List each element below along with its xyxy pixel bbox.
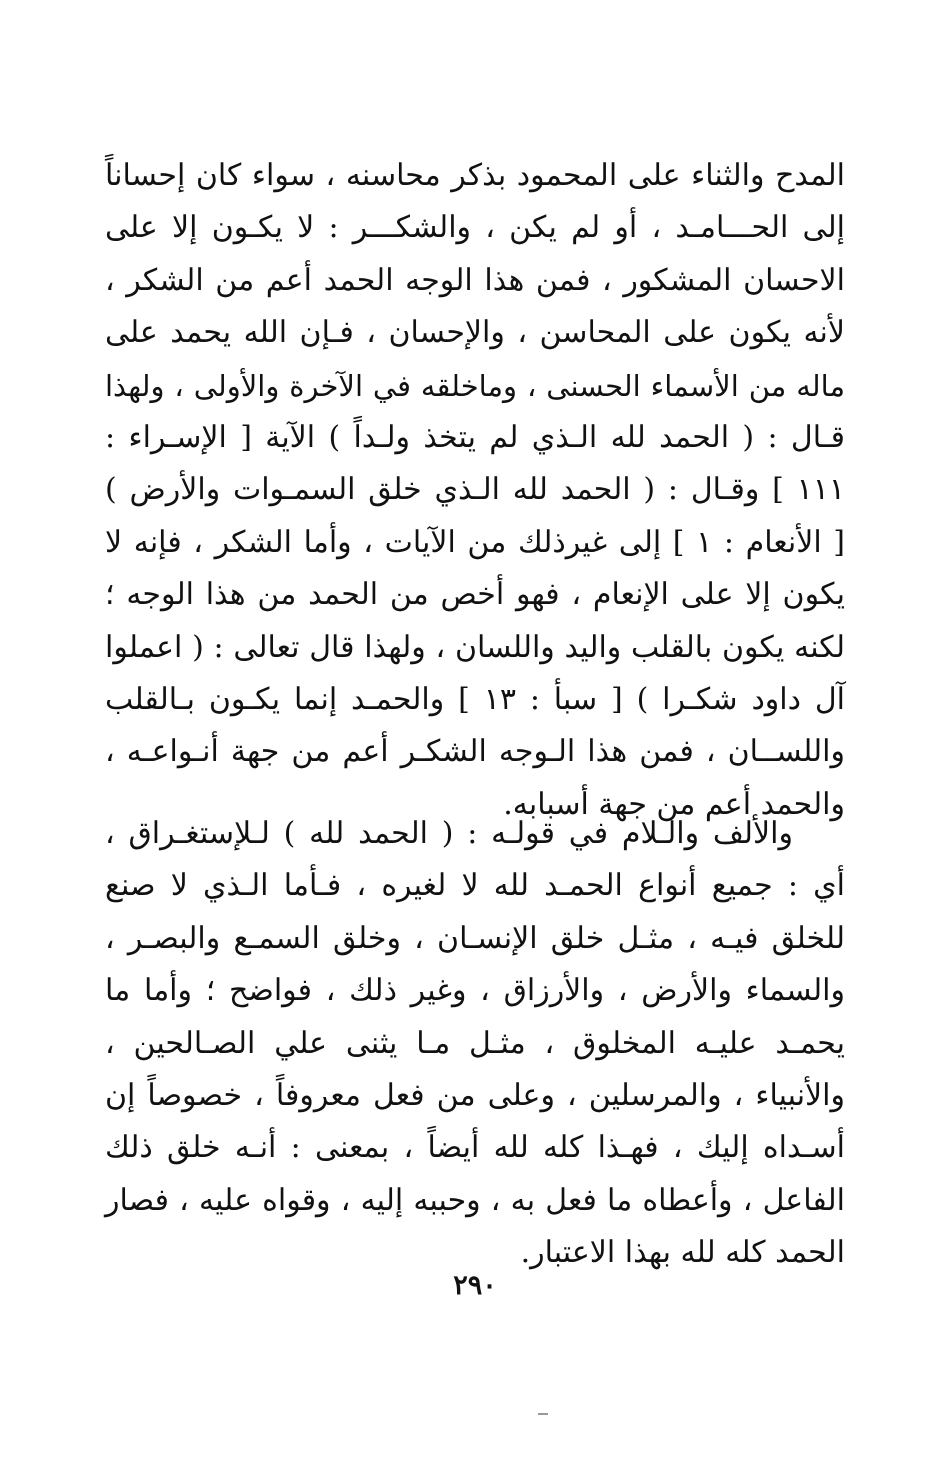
- paragraph-1: [105, 150, 845, 831]
- text-line: والسماء والأرض ، والأرزاق ، وغير ذلك ، فواضح ؛ وأما ما: [105, 973, 845, 1009]
- page-number: ٢٩٠: [453, 1270, 497, 1301]
- text-line: لأنه يكون على المحاسن ، والإحسان ، فـإن الله يحمد على: [105, 315, 845, 351]
- paragraph-2: [105, 808, 845, 1280]
- scan-artifact: [538, 1413, 548, 1415]
- text-line: [ الأنعام : ١ ] إلى غيرذلك من الآيات ، وأما الشكر ، فإنه لا: [105, 524, 845, 560]
- text-line: الاحسان المشكور ، فمن هذا الوجه الحمد أعم من الشكر ،: [105, 262, 845, 298]
- text-line: والأنبياء ، والمرسلين ، وعلى من فعل معروفاً ، خصوصاً إن: [105, 1077, 845, 1113]
- text-line: والألف والـلام في قولـه : ( الحمد لله ) لـلإستغـراق ،: [105, 816, 793, 851]
- text-line: أي : جميع أنواع الحمـد لله لا لغيره ، فـأما الـذي لا صنع: [105, 868, 845, 904]
- text-line: واللســان ، فمن هذا الـوجه الشكـر أعم من جهة أنـواعـه ،: [105, 734, 845, 770]
- text-line: يكون إلا على الإنعام ، فهو أخص من الحمد من هذا الوجه ؛: [105, 577, 845, 613]
- text-line: المدح والثناء على المحمود بذكر محاسنه ، سواء كان إحساناً: [105, 158, 845, 193]
- text-line: ١١١ ] وقـال : ( الحمد لله الـذي خلق السمـوات والأرض ): [105, 472, 845, 508]
- text-line: لكنه يكون بالقلب واليد واللسان ، ولهذا قال تعالى : ( اعملوا: [105, 629, 845, 665]
- text-line: يحمـد عليـه المخلوق ، مثـل مـا يثنى علي الصـالحين ،: [105, 1025, 845, 1061]
- text-line: والحمد أعم من جهة أسبابه.: [503, 786, 845, 822]
- text-line: للخلق فيـه ، مثـل خلق الإنسـان ، وخلق السمـع والبصـر ،: [105, 920, 845, 956]
- text-line: ماله من الأسماء الحسنى ، وماخلقه في الآخرة والأولى ، ولهذا: [105, 368, 845, 403]
- text-line: إلى الحـــامـد ، أو لم يكن ، والشكـــر : لا يكـون إلا على: [105, 210, 845, 246]
- text-line: الفاعل ، وأعطاه ما فعل به ، وحببه إليه ، وقواه عليه ، فصار: [105, 1182, 845, 1218]
- text-line: آل داود شكـرا ) [ سبأ : ١٣ ] والحمـد إنما يكـون بـالقلب: [105, 681, 845, 717]
- text-line: أسـداه إليك ، فهـذا كله لله أيضاً ، بمعنى : أنـه خلق ذلك: [105, 1130, 845, 1166]
- text-line: قـال : ( الحمد لله الـذي لم يتخذ ولـداً ) الآية [ الإسـراء :: [105, 419, 845, 455]
- text-line: الحمد كله لله بهذا الاعتبار.: [520, 1235, 845, 1271]
